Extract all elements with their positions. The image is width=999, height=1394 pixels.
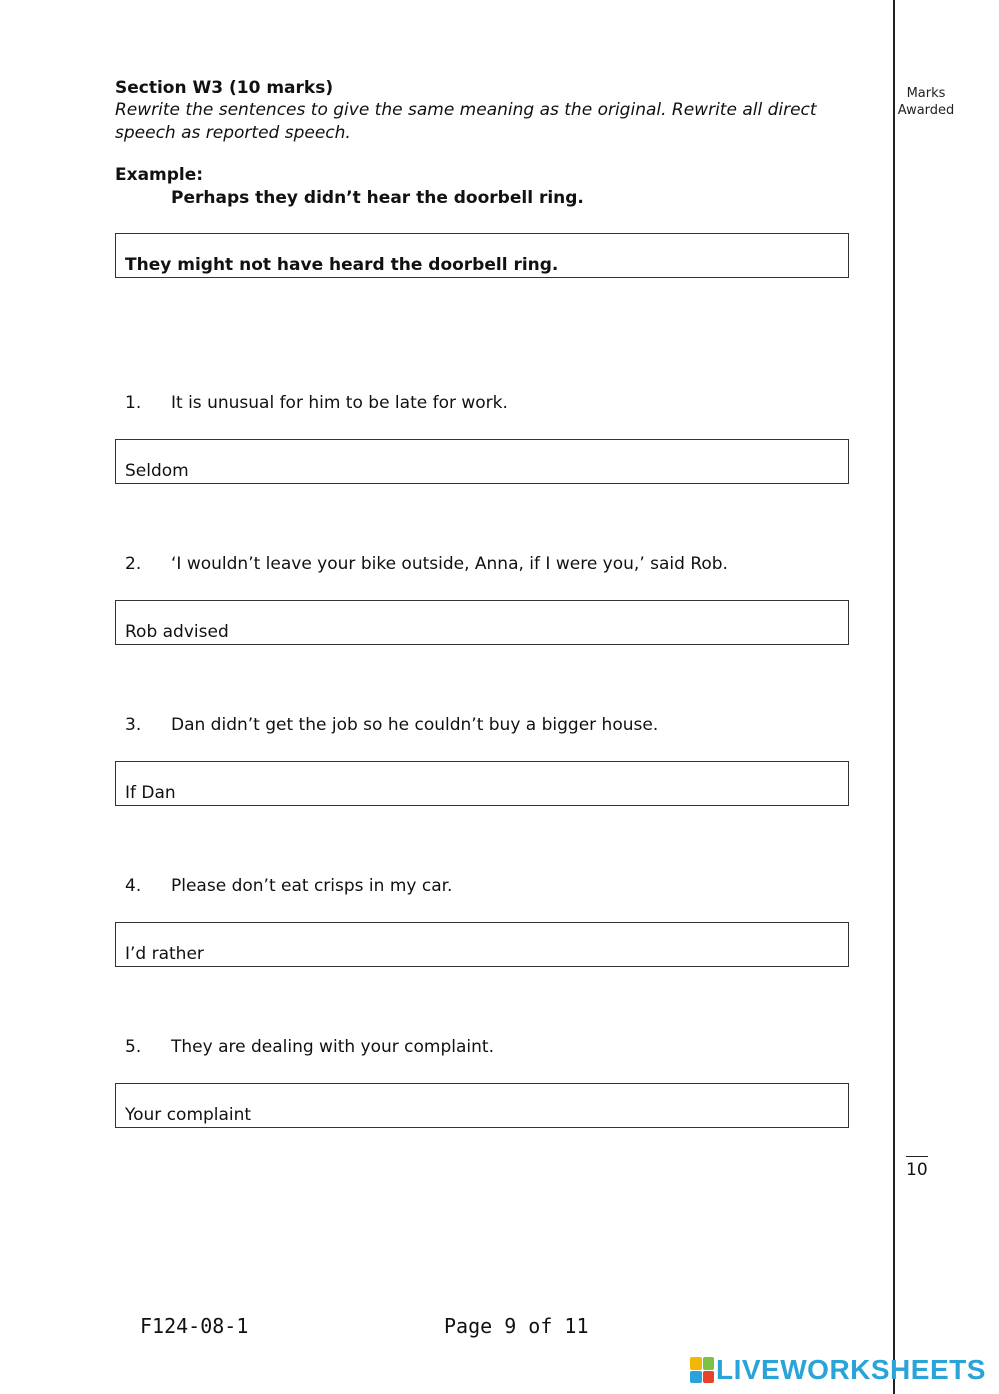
answer-prompt: Seldom bbox=[125, 461, 189, 481]
answer-box[interactable] bbox=[115, 439, 849, 484]
example-sentence: Perhaps they didn’t hear the doorbell ring. bbox=[171, 188, 584, 208]
question-sentence: ‘I wouldn’t leave your bike outside, Anna, if I were you,’ said Rob. bbox=[171, 554, 728, 574]
page-number: Page 9 of 11 bbox=[444, 1314, 589, 1338]
marks-label: Marks bbox=[906, 86, 946, 101]
question-sentence: Dan didn’t get the job so he couldn’t buy a bigger house. bbox=[171, 715, 659, 735]
answer-box[interactable] bbox=[115, 922, 849, 967]
document-code: F124-08-1 bbox=[140, 1314, 249, 1338]
question-sentence: They are dealing with your complaint. bbox=[171, 1037, 494, 1057]
liveworksheets-icon bbox=[690, 1357, 714, 1383]
answer-prompt: Your complaint bbox=[125, 1105, 252, 1125]
marks-total: 10 bbox=[906, 1156, 928, 1180]
question-number: 4. bbox=[125, 876, 142, 896]
marks-margin-line bbox=[893, 0, 895, 1394]
answer-prompt: If Dan bbox=[125, 783, 176, 803]
answer-prompt: I’d rather bbox=[125, 944, 204, 964]
question-number: 2. bbox=[125, 554, 142, 574]
question-number: 1. bbox=[125, 393, 142, 413]
question-sentence: Please don’t eat crisps in my car. bbox=[171, 876, 453, 896]
example-answer-box bbox=[115, 233, 849, 278]
section-instructions: Rewrite the sentences to give the same meaning as the original. Rewrite all direct speech as reported speech. bbox=[115, 100, 817, 143]
question-number: 5. bbox=[125, 1037, 142, 1057]
answer-box[interactable] bbox=[115, 1083, 849, 1128]
awarded-label: Awarded bbox=[897, 103, 955, 118]
marks-awarded-header bbox=[896, 85, 956, 119]
section-title: Section W3 (10 marks) bbox=[115, 78, 334, 98]
answer-box[interactable] bbox=[115, 761, 849, 806]
liveworksheets-wordmark: LIVEWORKSHEETS bbox=[716, 1354, 986, 1385]
question-sentence: It is unusual for him to be late for work. bbox=[171, 393, 508, 413]
liveworksheets-logo bbox=[690, 1354, 990, 1386]
answer-prompt: Rob advised bbox=[125, 622, 229, 642]
answer-box[interactable] bbox=[115, 600, 849, 645]
question-number: 3. bbox=[125, 715, 142, 735]
example-answer: They might not have heard the doorbell ring. bbox=[125, 255, 559, 275]
example-label: Example: bbox=[115, 165, 204, 185]
